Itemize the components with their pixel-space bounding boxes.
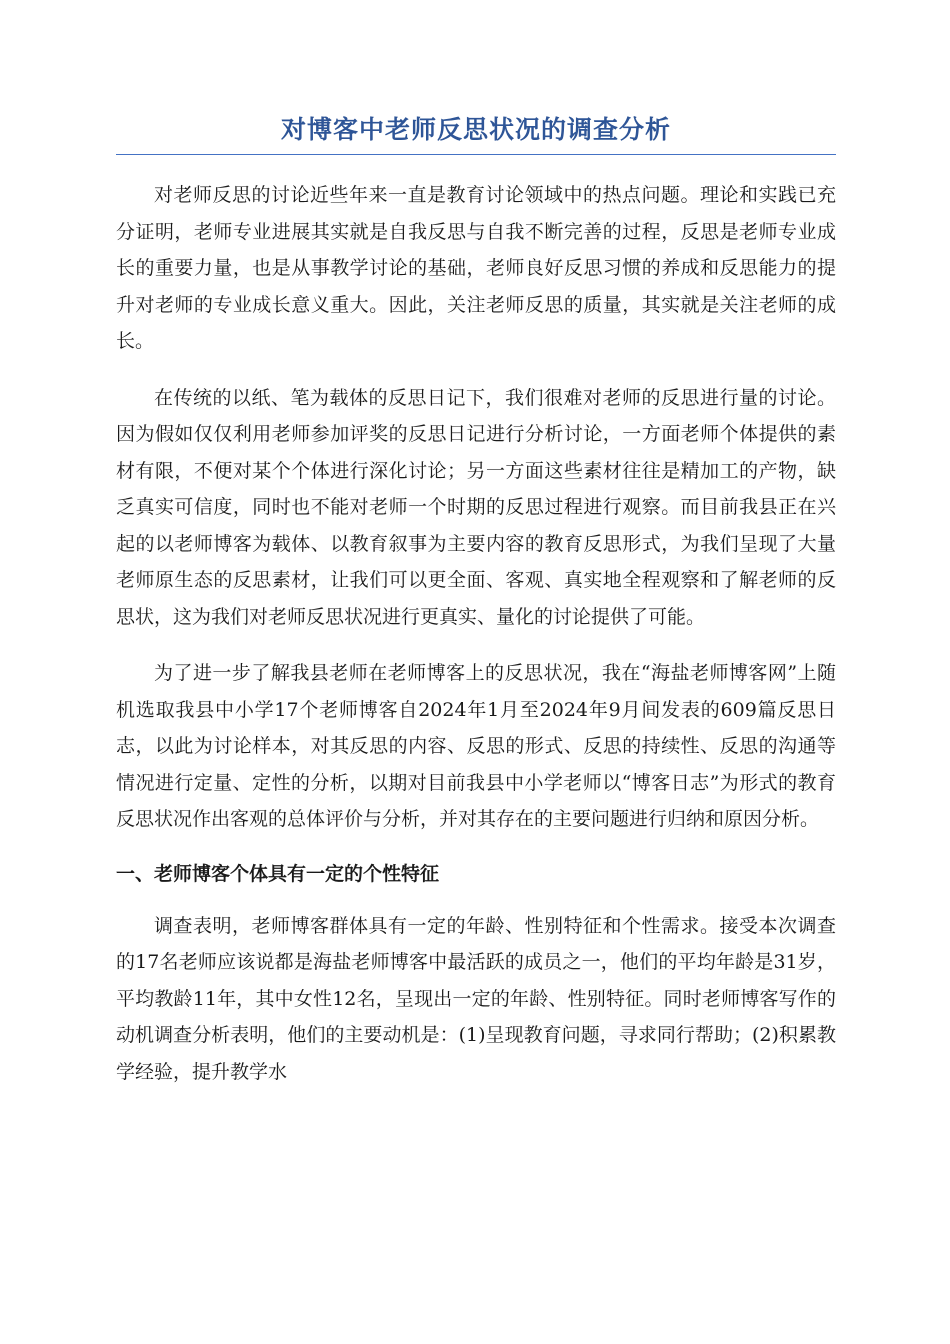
section-1-paragraph: 调查表明，老师博客群体具有一定的年龄、性别特征和个性需求。接受本次调查的17名老师应该说都是海盐老师博客中最活跃的成员之一，他们的平均年龄是31岁，平均教龄11年，其中女性12名，呈现出一定的年龄、性别特征。同时老师博客写作的动机调查分析表明，他们的主要动机是：(1)呈现教育问题，寻求同行帮助；(2)积累教学经验，提升教学水 [116,914,836,1083]
document-page [116,110,836,1090]
intro-paragraph-1: 对老师反思的讨论近些年来一直是教育讨论领域中的热点问题。理论和实践已充分证明，老师专业进展其实就是自我反思与自我不断完善的过程，反思是老师专业成长的重要力量，也是从事教学讨论的基础，老师良好反思习惯的养成和反思能力的提升对老师的专业成长意义重大。因此，关注老师反思的质量，其实就是关注老师的成长。 [116,184,836,352]
document-title: 对博客中老师反思状况的调查分析 [116,110,836,155]
section-heading-1: 一、老师博客个体具有一定的个性特征 [116,862,440,885]
intro-paragraph-3: 为了进一步了解我县老师在老师博客上的反思状况，我在“海盐老师博客网”上随机选取我县中小学17个老师博客自2024年1月至2024年9月间发表的609篇反思日志，以此为讨论样本，对其反思的内容、反思的形式、反思的持续性、反思的沟通等情况进行定量、定性的分析，以期对目前我县中小学老师以“博客日志”为形式的教育反思状况作出客观的总体评价与分析，并对其存在的主要问题进行归纳和原因分析。 [116,662,836,830]
intro-paragraph-2: 在传统的以纸、笔为载体的反思日记下，我们很难对老师的反思进行量的讨论。因为假如仅仅利用老师参加评奖的反思日记进行分析讨论，一方面老师个体提供的素材有限，不便对某个个体进行深化讨论；另一方面这些素材往往是精加工的产物，缺乏真实可信度，同时也不能对老师一个时期的反思过程进行观察。而目前我县正在兴起的以老师博客为载体、以教育叙事为主要内容的教育反思形式，为我们呈现了大量老师原生态的反思素材，让我们可以更全面、客观、真实地全程观察和了解老师的反思状，这为我们对老师反思状况进行更真实、量化的讨论提供了可能。 [116,386,836,628]
